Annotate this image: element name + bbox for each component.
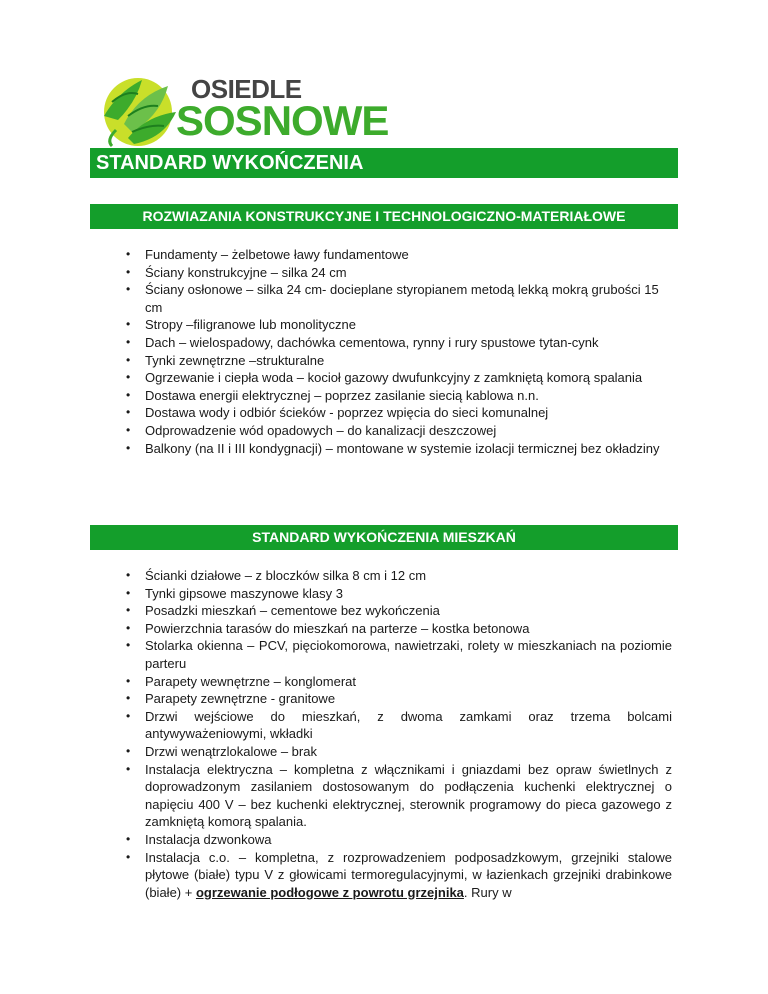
logo-line-sosnowe: SOSNOWE [176,97,389,144]
list-item: • Fundamenty – żelbetowe ławy fundamentowe [90,246,678,264]
construction-list [90,246,678,457]
list-item: • Instalacja elektryczna – kompletna z włącznikami i gniazdami bez opraw świetlnych z doprowadzonym zasilaniem dostosowanym do podłączenia kuchenki elektrycznej o napięciu 400 V – bez kuchenki elektrycznej, sterownik programowy do pieca gazowego z zamkniętą komorą spalania. [90,761,678,831]
list-item: • Ściany konstrukcyjne – silka 24 cm [90,264,678,282]
list-item: • Ściany osłonowe – silka 24 cm- docieplane styropianem metodą lekką mokrą grubości 15 cm [90,281,678,316]
list-item: • Powierzchnia tarasów do mieszkań na parterze – kostka betonowa [90,620,678,638]
list-item: • Dach – wielospadowy, dachówka cementowa, rynny i rury spustowe tytan-cynk [90,334,678,352]
section-heading-apartments: STANDARD WYKOŃCZENIA MIESZKAŃ [90,525,678,550]
heating-text: Instalacja c.o. – kompletna, z rozprowadzeniem podposadzkowym, grzejniki stalowe płytowe (białe) typu V z głowicami termoregulacyjnymi, w łazienkach grzejniki drabinkowe (białe) + [145,849,672,900]
list-item: • Drzwi wejściowe do mieszkań, z dwoma zamkami oraz trzema bolcami antywyważeniowymi, wkładki [90,708,678,743]
list-item: • Parapety zewnętrzne - granitowe [90,690,678,708]
list-item: • Parapety wewnętrzne – konglomerat [90,673,678,691]
list-item: • Dostawa energii elektrycznej – poprzez zasilanie siecią kablowa n.n. [90,387,678,405]
apartment-standard-list [90,567,678,901]
list-item: • Ogrzewanie i ciepła woda – kocioł gazowy dwufunkcyjny z zamkniętą komorą spalania [90,369,678,387]
list-item: • Dostawa wody i odbiór ścieków - poprzez wpięcia do sieci komunalnej [90,404,678,422]
list-item: • Stolarka okienna – PCV, pięciokomorowa, nawietrzaki, rolety w mieszkaniach na poziomie parteru [90,637,678,672]
list-item: • Posadzki mieszkań – cementowe bez wykończenia [90,602,678,620]
list-item-heating [90,849,678,902]
page-title: STANDARD WYKOŃCZENIA [90,148,678,178]
heating-emphasis: ogrzewanie podłogowe z powrotu grzejnika [195,884,464,900]
heating-text-end: . Rury w [463,884,512,900]
list-item: • Tynki zewnętrzne –strukturalne [90,352,678,370]
list-item: • Balkony (na II i III kondygnacji) – montowane w systemie izolacji termicznej bez okładziny [90,440,678,458]
list-item: • Instalacja dzwonkowa [90,831,678,849]
logo-line-osiedle: OSIEDLE [191,74,302,104]
list-item: • Tynki gipsowe maszynowe klasy 3 [90,585,678,603]
list-item: • Drzwi wenątrzlokalowe – brak [90,743,678,761]
list-item: • Odprowadzenie wód opadowych – do kanalizacji deszczowej [90,422,678,440]
section-heading-construction: ROZWIAZANIA KONSTRUKCYJNE I TECHNOLOGICZNO-MATERIAŁOWE [90,204,678,229]
pine-cone-icon [98,72,182,148]
list-item: • Ścianki działowe – z bloczków silka 8 cm i 12 cm [90,567,678,585]
list-item: • Stropy –filigranowe lub monolityczne [90,316,678,334]
logo [98,68,389,148]
